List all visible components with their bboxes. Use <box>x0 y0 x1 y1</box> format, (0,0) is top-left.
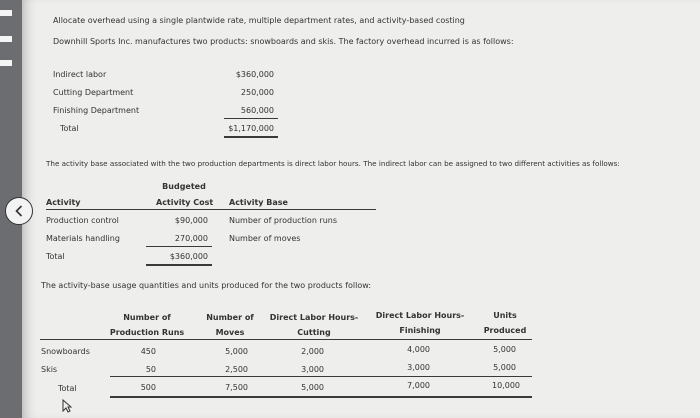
usage-header-rule <box>40 339 532 340</box>
header-units-line1: Units <box>493 311 517 320</box>
activity-subtotal-rule <box>146 246 212 247</box>
problem-intro: Downhill Sports Inc. manufactures two products: snowboards and skis. The factory overhead incurred is as follows: <box>53 37 514 46</box>
strip-marker <box>0 36 12 42</box>
usage-moves-skis: 2,500 <box>225 365 248 374</box>
header-moves-line2: Moves <box>215 328 245 337</box>
usage-cutting-total: 5,000 <box>301 383 324 392</box>
usage-intro: The activity-base usage quantities and units produced for the two products follow: <box>41 281 372 290</box>
usage-runs-snowboards: 450 <box>140 347 156 356</box>
header-units-line2: Produced <box>483 326 527 335</box>
activity-cost-materials-handling: 270,000 <box>174 234 208 243</box>
activity-cost-production-control: $90,000 <box>174 216 208 225</box>
strip-marker <box>0 10 12 16</box>
activity-total-rule <box>146 264 212 266</box>
header-moves-line1: Number of <box>206 313 254 322</box>
overhead-label-cutting: Cutting Department <box>53 88 134 97</box>
overhead-total-label: Total <box>60 124 79 133</box>
usage-runs-skis: 50 <box>145 365 156 374</box>
overhead-subtotal-rule <box>224 118 278 119</box>
chevron-left-icon <box>13 204 25 218</box>
activity-name-production-control: Production control <box>46 216 119 225</box>
overhead-label-indirect: Indirect labor <box>53 70 107 79</box>
usage-moves-snowboards: 5,000 <box>225 347 248 356</box>
usage-finishing-snowboards: 4,000 <box>407 345 430 354</box>
activity-header-rule <box>46 209 376 210</box>
activity-total-label: Total <box>46 252 65 261</box>
header-activity-cost: Activity Cost <box>156 198 214 207</box>
activity-intro: The activity base associated with the two production departments is direct labor hours. The indirect labor can be assigned to two different activities as follows: <box>46 159 620 168</box>
usage-units-total: 10,000 <box>492 381 520 390</box>
usage-units-snowboards: 5,000 <box>493 345 516 354</box>
activity-name-materials-handling: Materials handling <box>46 234 120 243</box>
usage-finishing-skis: 3,000 <box>407 363 430 372</box>
header-dlh-cutting-line1: Direct Labor Hours- <box>269 313 359 322</box>
usage-subtotal-rule <box>110 376 532 377</box>
usage-runs-total: 500 <box>140 383 156 392</box>
usage-finishing-total: 7,000 <box>407 381 430 390</box>
header-activity: Activity <box>46 198 81 207</box>
problem-title: Allocate overhead using a single plantwide rate, multiple department rates, and activity-based costing <box>53 16 465 25</box>
usage-moves-total: 7,500 <box>225 383 248 392</box>
overhead-value-indirect: $360,000 <box>235 70 274 79</box>
usage-cutting-skis: 3,000 <box>301 365 324 374</box>
header-dlh-finishing-line2: Finishing <box>399 326 441 335</box>
overhead-value-finishing: 560,000 <box>240 106 274 115</box>
header-runs-line2: Production Runs <box>109 328 185 337</box>
mouse-pointer-icon <box>62 398 72 417</box>
activity-total-cost: $360,000 <box>169 252 208 261</box>
overhead-total-value: $1,170,000 <box>228 124 274 133</box>
back-button[interactable] <box>5 197 33 225</box>
header-budgeted: Budgeted <box>162 182 206 191</box>
problem-page <box>22 0 700 418</box>
header-activity-base: Activity Base <box>229 198 288 207</box>
header-runs-line1: Number of <box>123 313 171 322</box>
usage-product-snowboards: Snowboards <box>41 347 90 356</box>
usage-product-total: Total <box>58 384 77 393</box>
header-dlh-finishing-line1: Direct Labor Hours- <box>375 311 465 320</box>
header-dlh-cutting-line2: Cutting <box>297 328 331 337</box>
overhead-label-finishing: Finishing Department <box>53 106 140 115</box>
activity-base-production-control: Number of production runs <box>229 216 338 225</box>
overhead-value-cutting: 250,000 <box>240 88 274 97</box>
activity-base-materials-handling: Number of moves <box>229 234 301 243</box>
usage-cutting-snowboards: 2,000 <box>301 347 324 356</box>
usage-product-skis: Skis <box>41 365 58 374</box>
usage-units-skis: 5,000 <box>493 363 516 372</box>
overhead-total-rule <box>224 136 278 138</box>
strip-marker <box>0 60 12 66</box>
usage-total-rule <box>110 396 532 398</box>
